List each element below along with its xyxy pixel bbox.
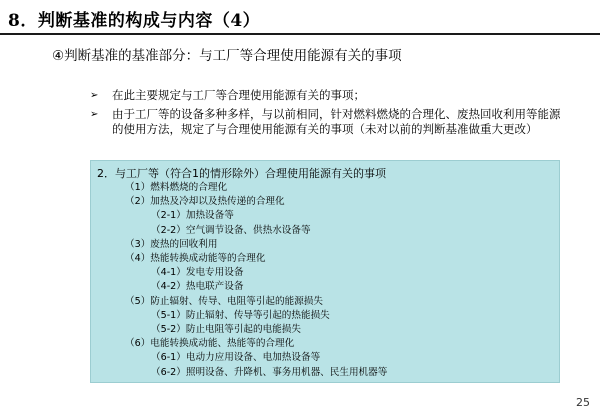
title-rule	[0, 33, 600, 35]
entry-item: （2-1）加热设备等	[151, 210, 234, 222]
entry-item: （4）热能转换成动能等的合理化	[125, 253, 266, 265]
entry-item: （6-1）电动力应用设备、电加热设备等	[151, 352, 321, 364]
entry-item: （5-2）防止电阻等引起的电能损失	[151, 324, 301, 336]
arrow-bullet-icon: ➢	[90, 108, 99, 120]
content-panel	[90, 160, 560, 383]
bullet-item	[90, 107, 570, 138]
page-number: 25	[576, 396, 590, 409]
entry-item: （2-2）空气调节设备、供热水设备等	[151, 224, 311, 236]
arrow-bullet-icon: ➢	[90, 90, 99, 101]
slide-subtitle: ④判断基准的基准部分：与工厂等合理使用能源有关的事项	[52, 48, 402, 64]
bullet-list	[90, 88, 570, 141]
entry-list	[91, 181, 559, 380]
entry-item: （5-1）防止辐射、传导等引起的热能损失	[151, 309, 330, 321]
entry-item: （6-2）照明设备、升降机、事务用机器、民生用机器等	[151, 366, 388, 378]
entry-item: （4-2）热电联产设备	[151, 281, 244, 293]
panel-heading: 2．与工厂等（符合1的情形除外）合理使用能源有关的事项	[97, 167, 386, 180]
entry-item: （3）废热的回收利用	[125, 238, 218, 250]
slide-title: 8．判断基准的构成与内容（4）	[8, 11, 261, 31]
entry-item: （4-1）发电专用设备	[151, 267, 244, 279]
entry-item: （5）防止辐射、传导、电阻等引起的能源损失	[125, 295, 323, 307]
entry-item: （6）电能转换成动能、热能等的合理化	[125, 338, 295, 350]
entry-item: （2）加热及冷却以及热传递的合理化	[125, 196, 285, 208]
entry-item: （1）燃料燃烧的合理化	[125, 182, 228, 193]
bullet-text: 由于工厂等的设备多种多样，与以前相同，针对燃料燃烧的合理化、废热回收利用等能源的使用方法，规定了与合理使用能源有关的事项（未对以前的判断基准做重大更改）	[112, 106, 561, 136]
bullet-text: 在此主要规定与工厂等合理使用能源有关的事项；	[112, 88, 365, 102]
bullet-item	[90, 88, 570, 104]
